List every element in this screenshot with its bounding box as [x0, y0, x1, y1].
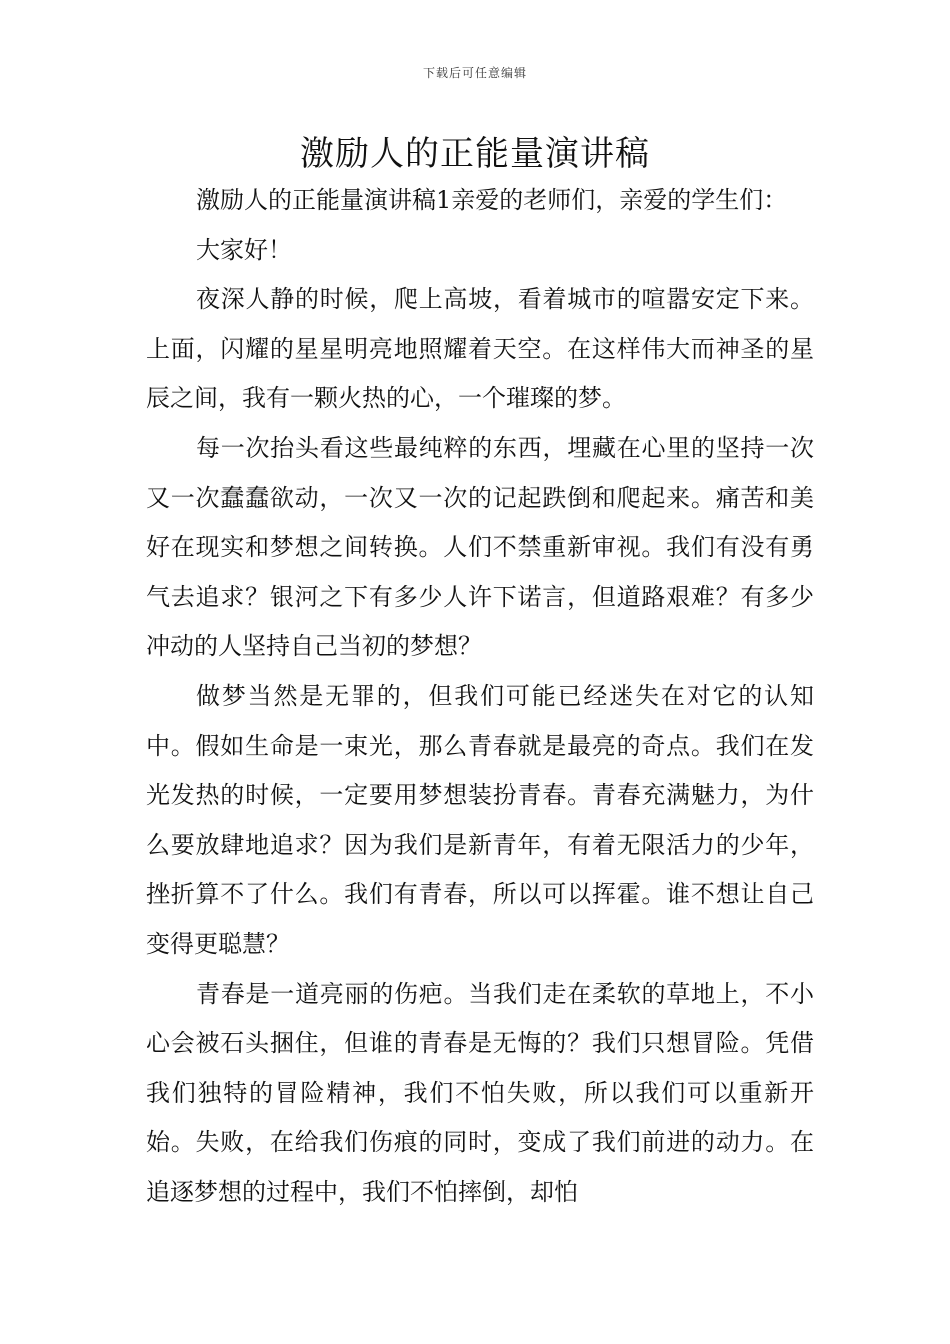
- header-note: 下载后可任意编辑: [422, 66, 527, 80]
- paragraph-3: 夜深人静的时候，爬上高坡，看着城市的喧嚣安定下来。上面，闪耀的星星明亮地照耀着天空。在这样伟大而神圣的星辰之间，我有一颗火热的心，一个璀璨的梦。: [146, 285, 814, 413]
- paragraph-4: 每一次抬头看这些最纯粹的东西，埋藏在心里的坚持一次又一次蠢蠢欲动，一次又一次的记起跌倒和爬起来。痛苦和美好在现实和梦想之间转换。人们不禁重新审视。我们有没有勇气去追求？银河之下有多少人许下诺言，但道路艰难？有多少冲动的人坚持自己当初的梦想？: [146, 433, 814, 661]
- paragraph-6: 青春是一道亮丽的伤疤。当我们走在柔软的草地上，不小心会被石头捆住，但谁的青春是无悔的？我们只想冒险。凭借我们独特的冒险精神，我们不怕失败，所以我们可以重新开始。失败，在给我们伤痕的同时，变成了我们前进的动力。在追逐梦想的过程中，我们不怕摔倒，却怕: [146, 979, 814, 1206]
- paragraph-2: 大家好！: [196, 235, 292, 264]
- paragraph-5: 做梦当然是无罪的，但我们可能已经迷失在对它的认知中。假如生命是一束光，那么青春就是最亮的奇点。我们在发光发热的时候，一定要用梦想装扮青春。青春充满魅力，为什么要放肆地追求？因为我们是新青年，有着无限活力的少年，挫折算不了什么。我们有青春，所以可以挥霍。谁不想让自己变得更聪慧？: [146, 681, 814, 958]
- document-body: [146, 176, 814, 1217]
- paragraph-1: 激励人的正能量演讲稿1亲爱的老师们，亲爱的学生们：: [196, 186, 788, 214]
- document-title: 激励人的正能量演讲稿: [300, 134, 650, 174]
